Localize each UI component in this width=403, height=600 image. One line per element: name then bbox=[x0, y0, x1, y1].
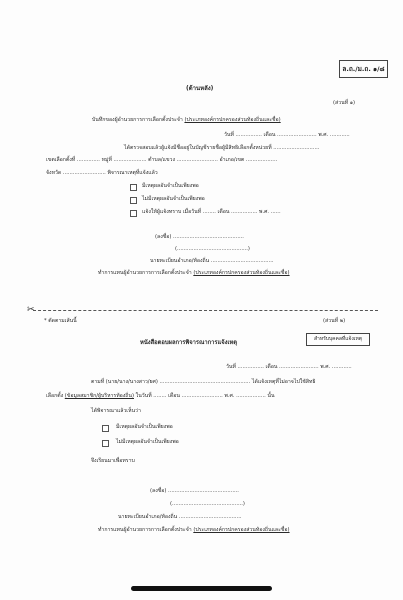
part-one-label: (ส่วนที่ ๑) bbox=[333, 100, 356, 106]
notice-option-sufficient-label: มีเหตุผลอันจำเป็นเพียงพอ bbox=[116, 424, 173, 430]
record-org: (ประเภทองค์กรปกครองส่วนท้องถิ่นและชื่อ) bbox=[184, 117, 281, 123]
notice-option-sufficient-checkbox[interactable] bbox=[102, 425, 109, 432]
back-registrar-line: นายทะเบียนอำเภอ/ท้องถิ่น ...................................... bbox=[150, 258, 274, 264]
scissors-icon: ✂ bbox=[27, 305, 35, 315]
notice-option-insufficient-checkbox[interactable] bbox=[102, 440, 109, 447]
notice-date-line: วันที่ ................ เดือน ........................ พ.ศ. ............ bbox=[226, 364, 352, 370]
back-on-behalf-line bbox=[98, 270, 290, 277]
record-line bbox=[92, 117, 281, 124]
record-line-text: บันทึกของผู้อำนวยการการเลือกตั้งประจำ bbox=[92, 117, 183, 123]
back-on-behalf-org: (ประเภทองค์กรปกครองส่วนท้องถิ่นและชื่อ) bbox=[193, 270, 290, 276]
notice-election-line bbox=[46, 393, 275, 400]
receipt-box: สำหรับบุคคลที่แจ้งเหตุ bbox=[306, 333, 370, 346]
district-line: เขตเลือกตั้งที่ .............. หมู่ที่ .................... ตำบล/แขวง ......................... อำเภอ/เขต ................... bbox=[46, 157, 278, 163]
notice-per-line: ตามที่ (นาย/นาง/นางสาว/ยศ) ....................................................... ได้แจ้งเหตุที่ไม่อาจไปใช้สิทธิ bbox=[91, 379, 316, 385]
checked-line: ได้ตรวจสอบแล้วผู้แจ้งมีชื่ออยู่ในบัญชีรายชื่อผู้มีสิทธิเลือกตั้งหน่วยที่ ............................ bbox=[124, 145, 320, 151]
option-sufficient-label: มีเหตุผลอันจำเป็นเพียงพอ bbox=[142, 183, 199, 189]
back-side-title: (ด้านหลัง) bbox=[186, 85, 214, 92]
province-line: จังหวัด .......................... พิจารณาเหตุที่แจ้งแล้ว bbox=[46, 170, 158, 176]
back-signature-line: (ลงชื่อ) ........................................... bbox=[155, 234, 244, 240]
notice-election-position: (ข้อมูลสมาชิก/ผู้บริหารท้องถิ่น) bbox=[64, 393, 134, 399]
notice-considered: ได้พิจารณาแล้วเห็นว่า bbox=[91, 408, 141, 414]
notice-signature-line: (ลงชื่อ) ........................................... bbox=[150, 488, 239, 494]
notice-inform: จึงเรียนมาเพื่อทราบ bbox=[91, 458, 135, 464]
option-insufficient-label: ไม่มีเหตุผลอันจำเป็นเพียงพอ bbox=[142, 196, 205, 202]
notice-election-suffix: ในวันที่ ........ เดือน ......................... พ.ศ. .................. นั้น bbox=[135, 393, 275, 399]
home-indicator[interactable] bbox=[131, 586, 272, 591]
notice-on-behalf-line bbox=[98, 527, 290, 534]
notice-registrar-line: นายทะเบียนอำเภอ/ท้องถิ่น ...................................... bbox=[118, 514, 242, 520]
back-name-line: (...........................................) bbox=[175, 246, 250, 252]
option-sufficient-checkbox[interactable] bbox=[130, 184, 137, 191]
notice-on-behalf-org: (ประเภทองค์กรปกครองส่วนท้องถิ่นและชื่อ) bbox=[193, 527, 290, 533]
notice-on-behalf-text: ทำการแทนผู้อำนวยการการเลือกตั้งประจำ bbox=[98, 527, 192, 533]
back-on-behalf-text: ทำการแทนผู้อำนวยการการเลือกตั้งประจำ bbox=[98, 270, 192, 276]
notice-name-line: (...........................................) bbox=[170, 501, 245, 507]
notice-election-prefix: เลือกตั้ง bbox=[46, 393, 64, 399]
cut-line bbox=[33, 310, 378, 311]
option-notify-label: แจ้งให้ผู้แจ้งทราบ เมื่อวันที่ ........ เดือน ................ พ.ศ. ...... bbox=[142, 209, 281, 215]
notice-title: หนังสือตอบผลการพิจารณาการแจ้งเหตุ bbox=[140, 340, 238, 346]
notice-option-insufficient-label: ไม่มีเหตุผลอันจำเป็นเพียงพอ bbox=[116, 439, 179, 445]
option-insufficient-checkbox[interactable] bbox=[130, 197, 137, 204]
option-notify-checkbox[interactable] bbox=[130, 210, 137, 217]
part-two-label: (ส่วนที่ ๒) bbox=[323, 318, 346, 324]
cut-note: * ตัดตามเส้นนี้ bbox=[44, 318, 77, 324]
form-number-box: ล.ถ./ม.ถ. ๑/๘ bbox=[339, 60, 388, 78]
record-date-line: วันที่ ................ เดือน ........................ พ.ศ. ............ bbox=[224, 132, 350, 138]
